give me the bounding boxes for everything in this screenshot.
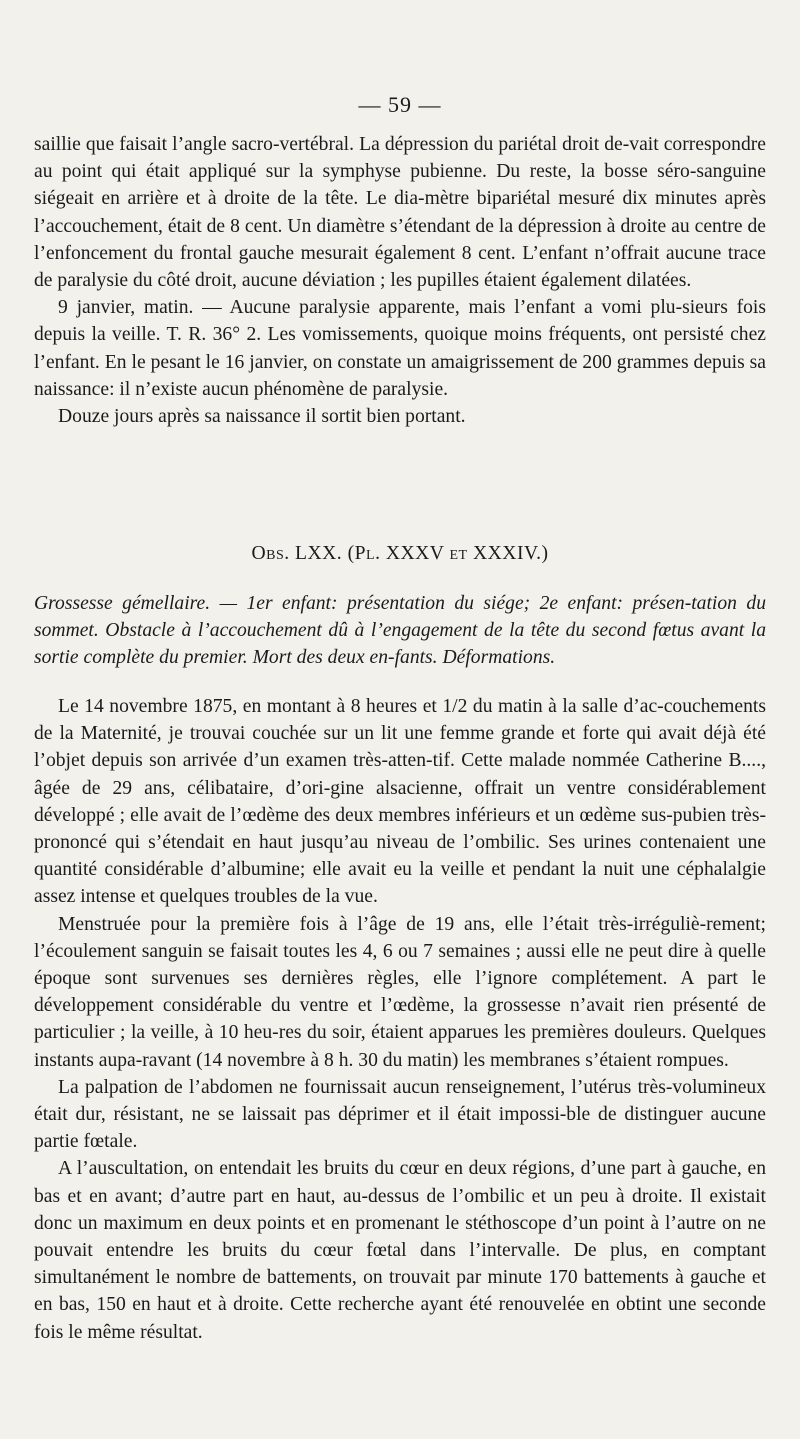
text-block-main [34,693,766,1346]
paragraph: La palpation de l’abdomen ne fournissait aucun renseignement, l’utérus très-volumineux était dur, résistant, ne se laissait pas déprimer et il était impossi-ble de distinguer aucune partie fœtale. [34,1076,766,1153]
observation-title: Obs. LXX. (Pl. XXXV et XXXIV.) [251,543,549,564]
paragraph: A l’auscultation, on entendait les bruits du cœur en deux régions, d’une part à gauche, en bas et en avant; d’autre part en haut, au-dessus de l’ombilic et un peu à droite. Il existait donc un maximum en deux points et en promenant le stéthoscope d’un point à l’autre on ne pouvait entendre les bruits du cœur fœtal dans l’intervalle. De plus, en comptant simultanément le nombre de battements, on trouvait par minute 170 battements à gauche et en bas, 150 en haut et à droite. Cette recherche ayant été renouvelée en obtint une seconde fois le même résultat. [34,1158,766,1343]
paragraph: saillie que faisait l’angle sacro-vertébral. La dépression du pariétal droit de-vait correspondre au point qui était appliqué sur la symphyse pubienne. Du reste, la bosse séro-sanguine siégeait en arrière et à droite de la tête. Le dia-mètre bipariétal mesuré dix minutes après l’accouchement, était de 8 cent. Un diamètre s’étendant de la dépression à droite au centre de l’enfoncement du frontal gauche mesurait également 8 cent. L’enfant n’offrait aucune trace de paralysie du côté droit, aucune déviation ; les pupilles étaient également dilatées. [34,134,766,292]
page-number: — 59 — [358,92,442,117]
paragraph: Douze jours après sa naissance il sortit bien portant. [58,406,466,428]
paragraph: Menstruée pour la première fois à l’âge de 19 ans, elle l’était très-irréguliè-rement; l’écoulement sanguin se faisait toutes les 4, 6 ou 7 semaines ; aussi elle ne peut dire à quelle époque sont survenues ses dernières règles, elle l’ignore complétement. A part le développement considérable du ventre et l’œdème, la grossesse n’avait rien présenté de particulier ; la veille, à 10 heu-res du soir, étaient apparues les premières douleurs. Quelques instants aupa-ravant (14 novembre à 8 h. 30 du matin) les membranes s’étaient rompues. [34,913,766,1071]
observation-summary: Grossesse gémellaire. — 1er enfant: présentation du siége; 2e enfant: présen-tation du sommet. Obstacle à l’accouchement dû à l’engagement de la tête du second fœtus avant la sortie complète du premier. Mort des deux en-fants. Déformations. [34,592,766,668]
paragraph: 9 janvier, matin. — Aucune paralysie apparente, mais l’enfant a vomi plu-sieurs fois depuis la veille. T. R. 36° 2. Les vomissements, quoique moins fréquents, ont persisté chez l’enfant. En le pesant le 16 janvier, on constate un amaigrissement de 200 grammes depuis sa naissance: il n’existe aucun phénomène de paralysie. [34,297,766,400]
text-block-top [34,131,766,430]
paragraph: Le 14 novembre 1875, en montant à 8 heures et 1/2 du matin à la salle d’ac-couchements de la Maternité, je trouvai couchée sur un lit une femme grande et forte qui avait déjà été l’objet depuis son arrivée d’un examen très-atten-tif. Cette malade nommée Catherine B...., âgée de 29 ans, célibataire, d’ori-gine alsacienne, offrait un ventre considérablement développé ; elle avait de l’œdème des deux membres inférieurs et un œdème sus-pubien très-prononcé qui s’étendait en haut jusqu’au niveau de l’ombilic. Ses urines contenaient une quantité considérable d’albumine; elle avait eu la veille et pendant la nuit une céphalalgie assez intense et quelques troubles de la vue. [34,696,766,908]
